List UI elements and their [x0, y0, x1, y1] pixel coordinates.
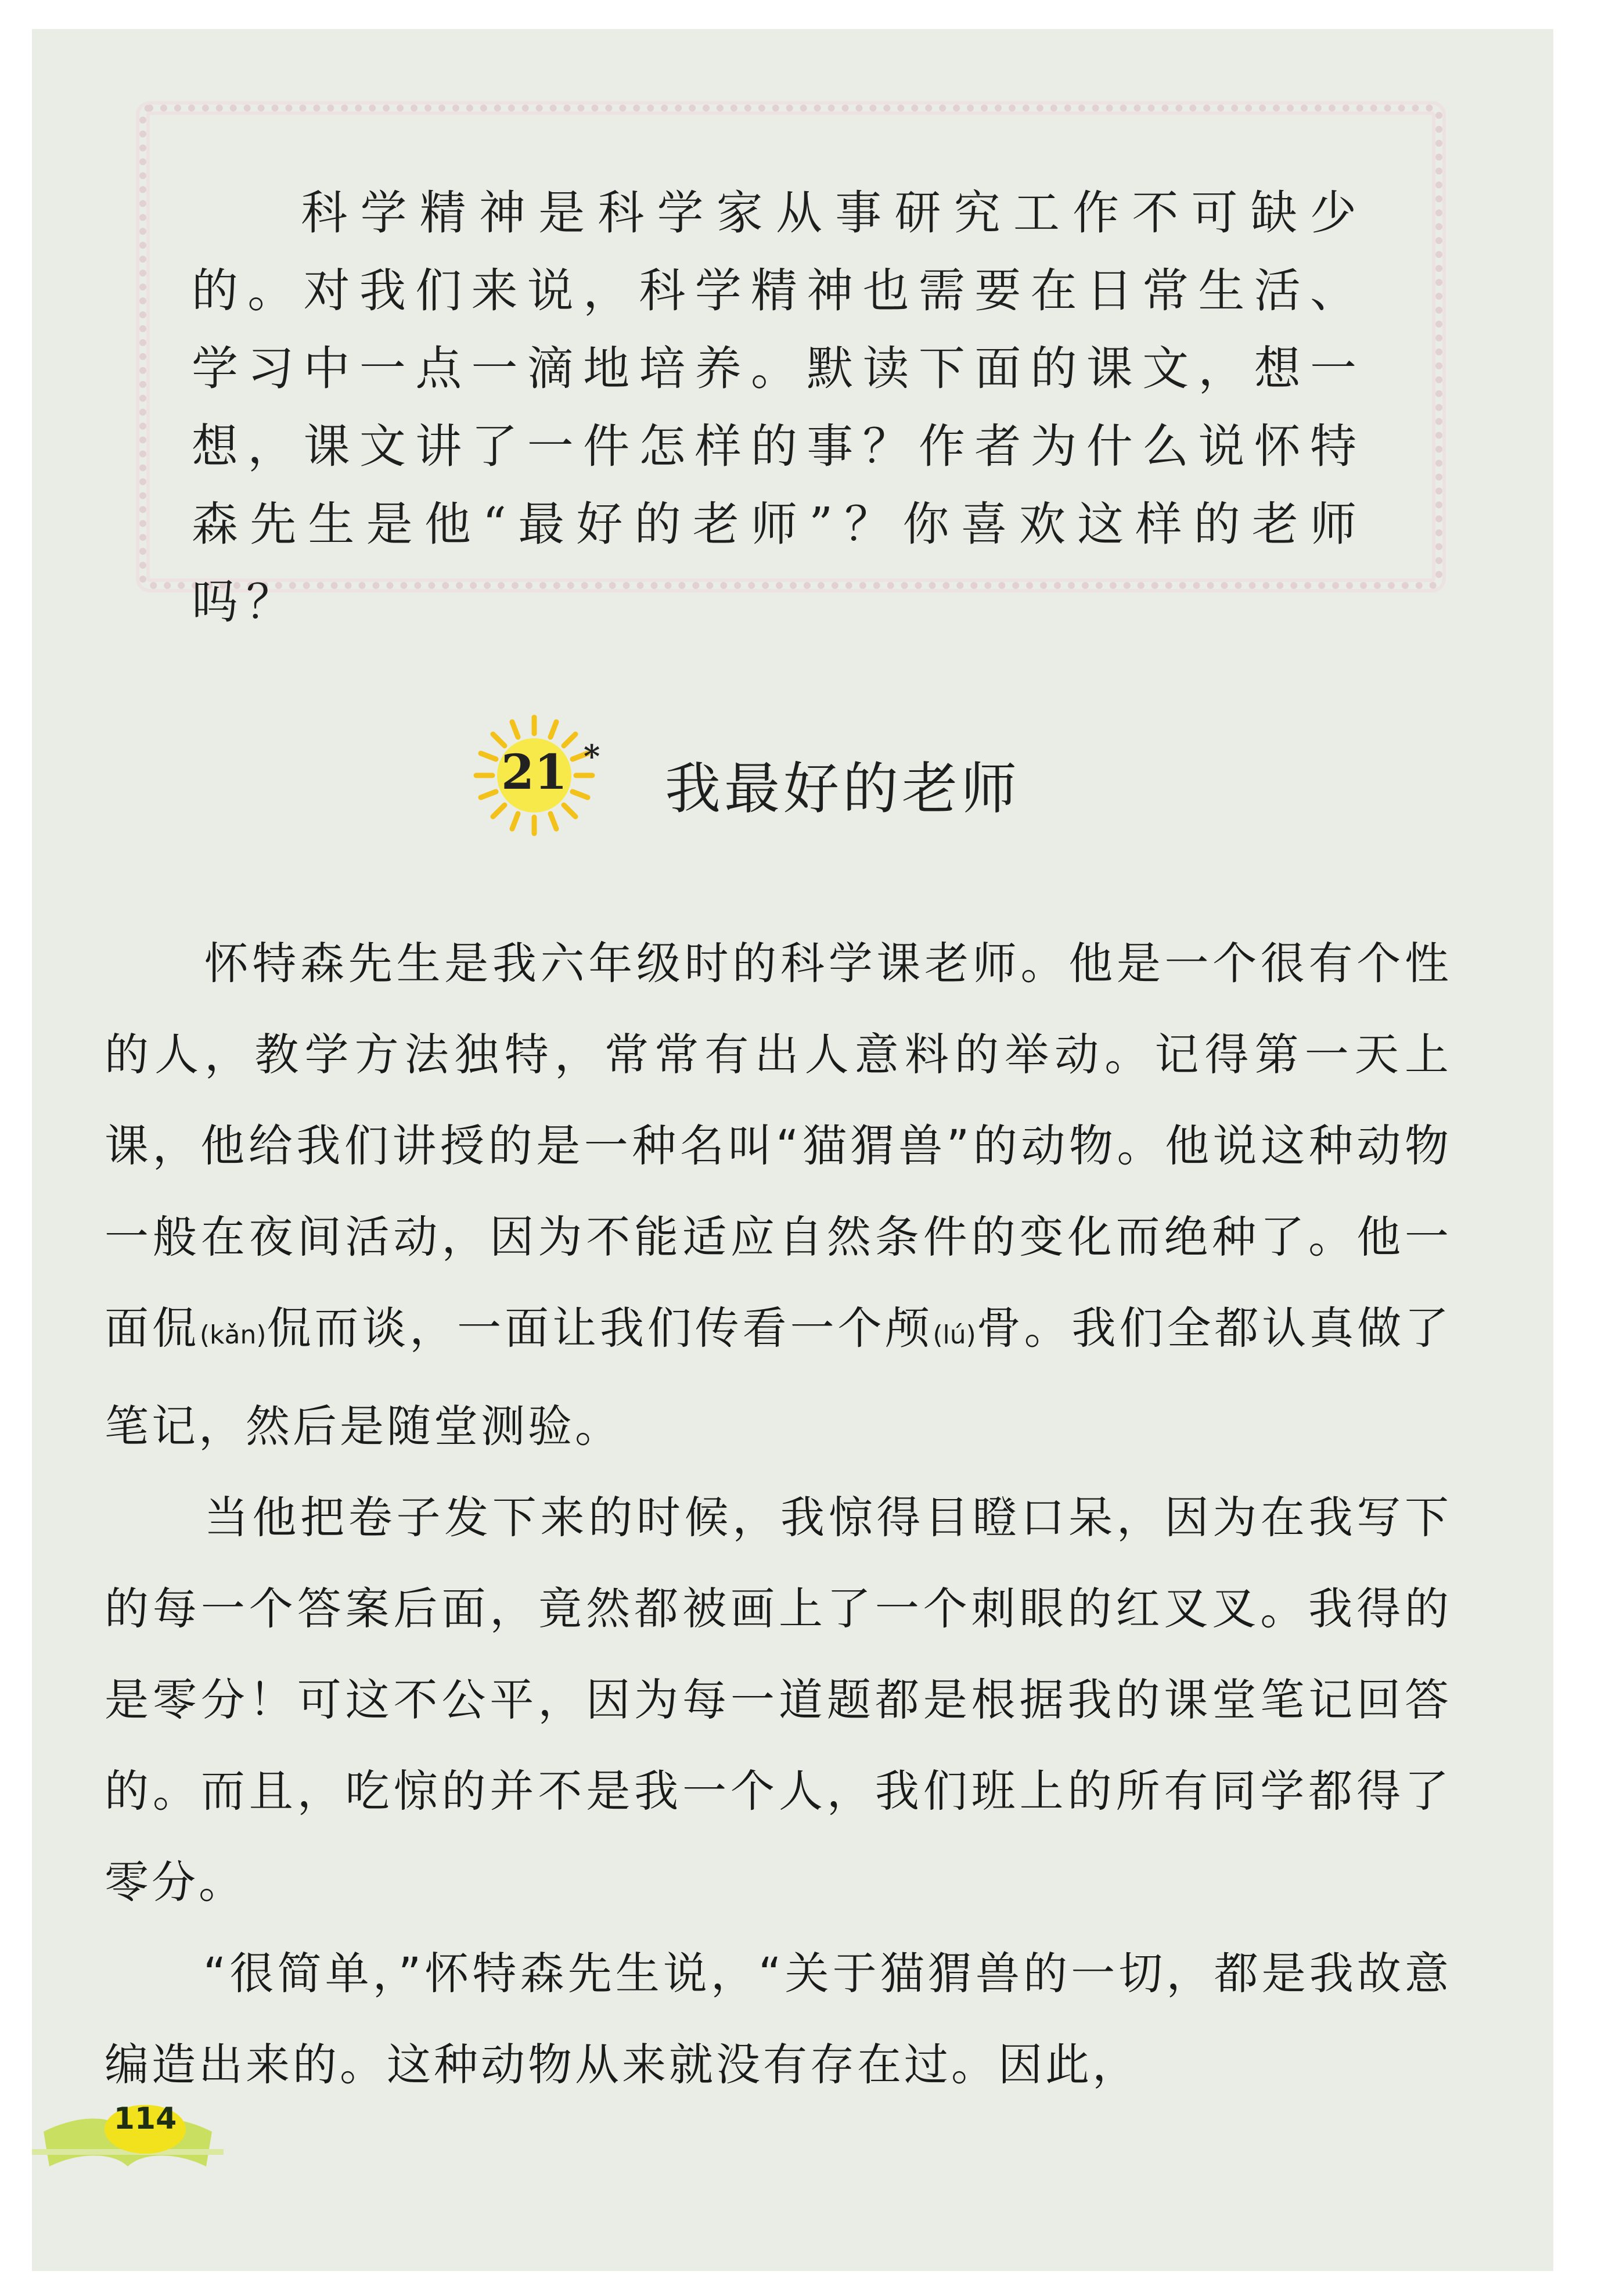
- pinyin-lu: (lú): [933, 1320, 976, 1350]
- lesson-number: 21: [501, 745, 568, 800]
- intro-paragraph: [192, 174, 1365, 641]
- lesson-mark: *: [584, 738, 600, 775]
- page-number: 114: [113, 2101, 177, 2136]
- paragraph-1: 怀特森先生是我六年级时的科学课老师。他是一个很有个性的人，教学方法独特，常常有出人意料的举动。记得第一天上课，他给我们讲授的是一种名叫“猫猬兽”的动物。他说这种动物一般在夜间活动，因为不能适应自然条件的变化而绝种了。他一面侃(kǎn)侃而谈，一面让我们传看一个颅(lú)骨。我们全都认真做了笔记，然后是随堂测验。: [105, 937, 1452, 1452]
- paragraph-3: “很简单，”怀特森先生说，“关于猫猬兽的一切，都是我故意编造出来的。这种动物从来就没有存在过。因此，: [105, 1948, 1452, 2090]
- lesson-title: 我最好的老师: [665, 756, 1020, 821]
- pinyin-kan: (kǎn): [199, 1320, 267, 1350]
- intro-text: 科学精神是科学家从事研究工作不可缺少的。对我们来说，科学精神也需要在日常生活、学习中一点一滴地培养。默读下面的课文，想一想，课文讲了一件怎样的事？作者为什么说怀特森先生是他“最好的老师”？你喜欢这样的老师吗？: [192, 186, 1365, 629]
- lesson-body: [105, 918, 1452, 2110]
- paragraph-2: 当他把卷子发下来的时候，我惊得目瞪口呆，因为在我写下的每一个答案后面，竟然都被画上了一个刺眼的红叉叉。我得的是零分！可这不公平，因为每一道题都是根据我的课堂笔记回答的。而且，吃惊的并不是我一个人，我们班上的所有同学都得了零分。: [105, 1492, 1452, 1908]
